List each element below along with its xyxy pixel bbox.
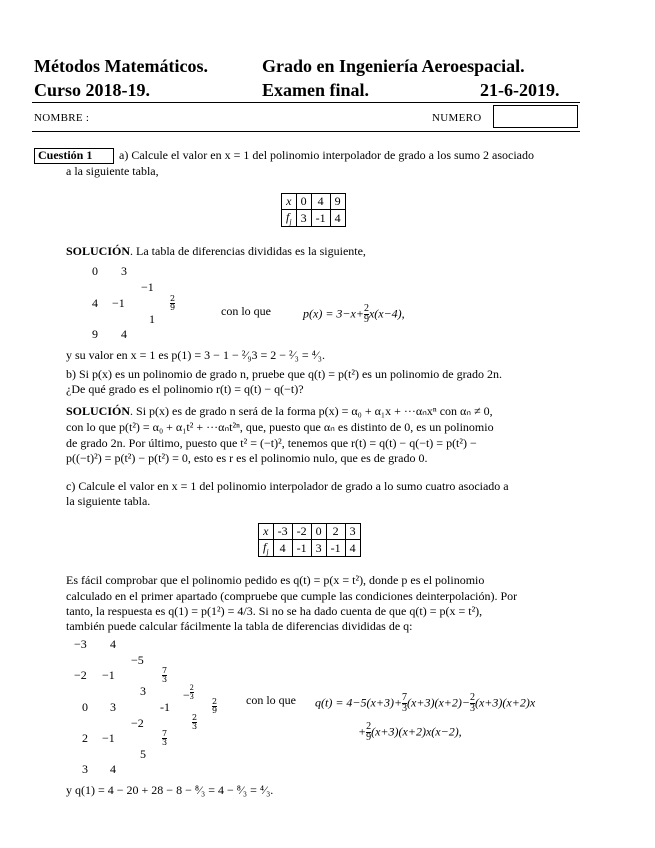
header-rule [32, 102, 580, 103]
exam-date: 21-6-2019. [480, 80, 560, 100]
name-rule [32, 131, 580, 132]
dd2-d3-1 [192, 714, 197, 731]
dd1-x2: 9 [92, 327, 98, 341]
name-label: NOMBRE : [34, 112, 90, 124]
dd2-d1-1: 3 [140, 684, 146, 698]
value-table-1 [281, 193, 346, 227]
number-label: NUMERO [432, 112, 482, 124]
q-formula-line-1: q(t) = 4−5(x+3)+ $\frac{7}{3}$ (x+3)(x+2)− $\frac{2}{3}$ (x+3)(x+2)x [315, 692, 536, 714]
fraction-denominator: 3 [192, 722, 198, 731]
table-header-f: $f_j$ [259, 540, 274, 557]
course-year: Curso 2018-19. [34, 80, 150, 100]
fraction-denominator: 9 [170, 303, 176, 312]
solution-c-4: también puede calcular fácilmente la tabla de diferencias divididas de q: [66, 619, 413, 633]
table-cell: 4 [311, 194, 330, 210]
fraction-numerator: 7 [162, 729, 168, 738]
q-fraction-3: $\frac{2}{9}$ [366, 721, 372, 743]
part-b-text-2: ¿De qué grado es el polinomio r(t) = q(t) − q(−t)? [66, 382, 304, 396]
dd2-d3-0: − $\frac{2}{3}$ [183, 683, 194, 702]
solution-a-intro [66, 244, 366, 259]
table-cell: -1 [311, 210, 330, 227]
fraction-numerator: 7 [162, 666, 168, 675]
q-fraction-1: $\frac{7}{3}$ [402, 692, 408, 714]
table-cell: 3 [296, 210, 311, 227]
table-cell: 4 [330, 210, 345, 227]
table-cell: -2 [292, 524, 311, 540]
fraction-denominator: 3 [162, 738, 168, 747]
table-cell: 3 [345, 524, 360, 540]
dd2-f1: −1 [102, 668, 115, 682]
solution-label: SOLUCIÓN [66, 244, 131, 258]
q-fraction-2: $\frac{2}{3}$ [469, 692, 475, 714]
value-line-a: y su valor en x = 1 es p(1) = 3 − 1 − ²⁄₉3 = 2 − ²⁄₃ = ⁴⁄₃. [66, 348, 325, 362]
fraction-denominator: 3 [162, 675, 168, 684]
dd1-f1: −1 [112, 296, 125, 310]
fraction-denominator: 9 [212, 706, 218, 715]
solution-b-2: con lo que p(t²) = α₀ + α₁t² + ···αₙt²ⁿ, que, puesto que αₙ es distinto de 0, es un polinomio [66, 420, 494, 434]
solution-b-4: p((−t)²) = p(t²) − p(t²) = 0, esto es r es el polinomio nulo, que es de grado 0. [66, 451, 428, 465]
dd2-d1-3: 5 [140, 747, 146, 761]
con-lo-que-2: con lo que [246, 693, 296, 707]
dd1-d2-fraction [170, 295, 175, 312]
q-formula-line-2: + $\frac{2}{9}$ (x+3)(x+2)x(x−2), [358, 721, 462, 743]
part-b-text-1: b) Si p(x) es un polinomio de grado n, pruebe que q(t) = p(t²) es un polinomio de grado 2n. [66, 367, 502, 381]
dd2-d2-2 [162, 730, 167, 747]
table-header-x: x [282, 194, 297, 210]
table-header-x: x [259, 524, 274, 540]
dd2-x1: −2 [74, 668, 87, 682]
dd1-f0: 3 [121, 264, 127, 278]
dd1-x0: 0 [92, 264, 98, 278]
dd2-f4: 4 [110, 762, 116, 776]
dd1-f2: 4 [121, 327, 127, 341]
solution-b-3: de grado 2n. Por último, puesto que t² = (−t)², tenemos que r(t) = q(t) − q(−t) = p(t²) − [66, 436, 477, 450]
fraction-denominator: 9 [363, 314, 369, 325]
dd1-d1b: 1 [149, 312, 155, 326]
dd2-d3-0-fraction: $\frac{2}{3}$ [189, 683, 194, 701]
table-cell: -1 [326, 540, 345, 557]
p-formula [303, 304, 405, 325]
dd1-d1a: −1 [141, 280, 154, 294]
course-title: Métodos Matemáticos. [34, 56, 208, 76]
part-a-text: a) Calcule el valor en x = 1 del polinomio interpolador de grado a los sumo 2 asociado [119, 148, 534, 162]
table-cell: 4 [273, 540, 292, 557]
table-header-f: $f_j$ [282, 210, 297, 227]
table-cell: 0 [296, 194, 311, 210]
dd2-d4 [212, 698, 217, 715]
table-cell: -3 [273, 524, 292, 540]
value-table-2 [258, 523, 361, 557]
dd1-x1: 4 [92, 296, 98, 310]
dd2-d2-1: -1 [160, 700, 170, 714]
fraction-numerator: 2 [170, 294, 176, 303]
dd2-f0: 4 [110, 637, 116, 651]
final-line: y q(1) = 4 − 20 + 28 − 8 − ⁸⁄₃ = 4 − ⁸⁄₃ = ⁴⁄₃. [66, 783, 274, 797]
con-lo-que-1: con lo que [221, 304, 271, 318]
exam-title: Examen final. [262, 80, 370, 100]
fraction-numerator: 2 [212, 697, 218, 706]
solution-c-2: calculado en el primer apartado (compruebe que cumple las condiciones deinterpolación). Por [66, 589, 518, 603]
solution-b-text: . Si p(x) es de grado n será de la forma p(x) = α₀ + α₁x + ···αₙxⁿ con αₙ ≠ 0, [130, 404, 493, 418]
dd2-f3: −1 [102, 731, 115, 745]
dd2-d1-0: −5 [131, 653, 144, 667]
part-a-text-2: a la siguiente tabla, [66, 164, 159, 178]
table-cell: -1 [292, 540, 311, 557]
solution-c-3: tanto, la respuesta es q(1) = p(1²) = 4/3. Si no se ha dado cuenta de que q(t) = p(x = t²), [66, 604, 483, 618]
question-title: Cuestión 1 [38, 148, 93, 162]
solution-b-1 [66, 404, 493, 419]
table-cell: 4 [345, 540, 360, 557]
table-cell: 9 [330, 194, 345, 210]
dd2-x2: 0 [82, 700, 88, 714]
solution-a-text: . La tabla de diferencias divididas es la siguiente, [130, 244, 366, 258]
dd2-x0: −3 [74, 637, 87, 651]
part-c-text-1: c) Calcule el valor en x = 1 del polinomio interpolador de grado a lo sumo cuatro asociado a [66, 479, 509, 493]
table-cell: 2 [326, 524, 345, 540]
solution-c-1: Es fácil comprobar que el polinomio pedido es q(t) = p(x = t²), donde p es el polinomio [66, 573, 485, 587]
dd2-x4: 3 [82, 762, 88, 776]
p-formula-end: x(x−4), [368, 306, 405, 321]
table-cell: 3 [311, 540, 326, 557]
dd2-d2-0 [162, 667, 167, 684]
table-cell: 0 [311, 524, 326, 540]
degree-title: Grado en Ingeniería Aeroespacial. [262, 56, 525, 76]
part-c-text-2: la siguiente tabla. [66, 494, 151, 508]
dd2-f2: 3 [110, 700, 116, 714]
dd2-d1-2: −2 [131, 716, 144, 730]
p-formula-start: p(x) = 3−x+ [303, 306, 364, 321]
solution-label: SOLUCIÓN [66, 404, 131, 418]
number-input-box[interactable] [493, 105, 578, 128]
fraction-numerator: 2 [192, 713, 198, 722]
dd2-x3: 2 [82, 731, 88, 745]
fraction-numerator: 2 [363, 303, 369, 314]
